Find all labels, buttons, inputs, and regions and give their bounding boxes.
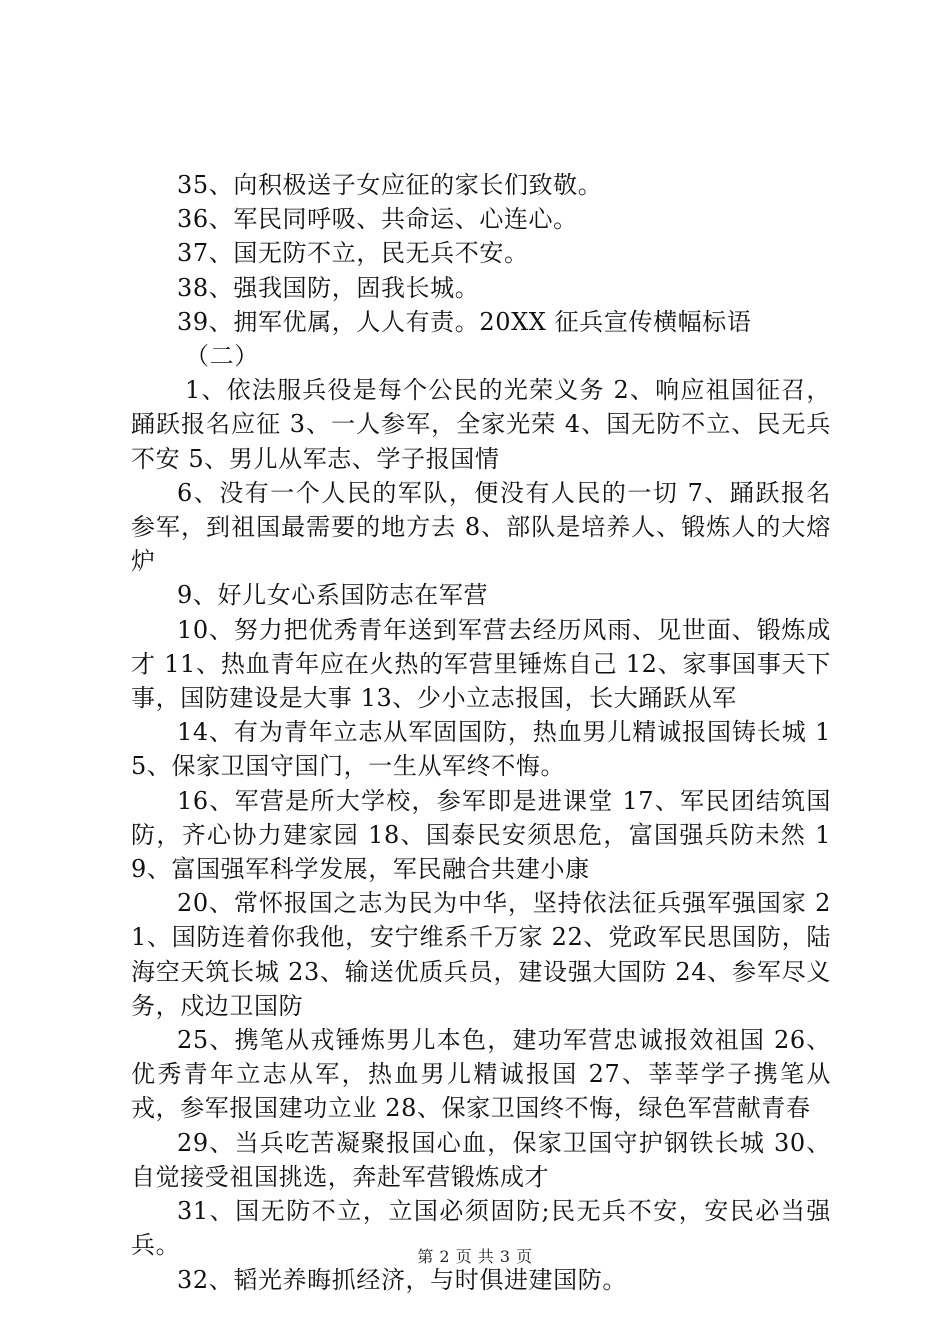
paragraph-9: 9、好儿女心系国防志在军营 <box>177 581 489 610</box>
paragraph-14-15: 14、有为青年立志从军固国防，热血男儿精诚报国铸长城 15、保家卫国守国门，一生从军终不悔。 <box>131 718 831 781</box>
paragraph-16-19: 16、军营是所大学校，参军即是进课堂 17、军民团结筑国防，齐心协力建家园 18、国泰民安须思危，富国强兵防未然 19、富国强军科学发展，军民融合共建小康 <box>131 786 831 884</box>
paragraph-31: 31、国无防不立，立国必须固防;民无兵不安，安民必当强兵。 <box>131 1197 831 1260</box>
paragraph-38: 38、强我国防，固我长城。 <box>177 273 480 302</box>
section-heading-2: （二） <box>185 342 259 371</box>
paragraph-20-24: 20、常怀报国之志为民为中华，坚持依法征兵强军强国家 21、国防连着你我他，安宁维系千万家 22、党政军民思国防，陆海空天筑长城 23、输送优质兵员，建设强大国防 24、参军尽义务，戍边卫国防 <box>131 889 831 1020</box>
paragraph-6-8: 6、没有一个人民的军队，便没有人民的一切 7、踊跃报名参军，到祖国最需要的地方去 8、部队是培养人、锻炼人的大熔炉 <box>131 478 831 576</box>
paragraph-25-28: 25、携笔从戎锤炼男儿本色，建功军营忠诚报效祖国 26、优秀青年立志从军，热血男儿精诚报国 27、莘莘学子携笔从戎，参军报国建功立业 28、保家卫国终不悔，绿色军营献青春 <box>131 1026 831 1123</box>
paragraph-36: 36、军民同呼吸、共命运、心连心。 <box>177 205 578 234</box>
paragraph-1-5: 1、依法服兵役是每个公民的光荣义务 2、响应祖国征召，踊跃报名应征 3、一人参军，全家光荣 4、国无防不立、民无兵不安 5、男儿从军志、学子报国情 <box>131 376 831 473</box>
paragraph-39-with-title: 39、拥军优属，人人有责。20XX 征兵宣传横幅标语 <box>177 307 752 336</box>
page-footer: 第 2 页 共 3 页 <box>417 1247 533 1266</box>
paragraph-32: 32、韬光养晦抓经济，与时俱进建国防。 <box>177 1265 627 1294</box>
document-body <box>131 168 831 1297</box>
paragraph-35: 35、向积极送子女应征的家长们致敬。 <box>177 171 603 199</box>
paragraph-37: 37、国无防不立，民无兵不安。 <box>177 239 529 268</box>
paragraph-29-30: 29、当兵吃苦凝聚报国心血，保家卫国守护钢铁长城 30、自觉接受祖国挑选，奔赴军营锻炼成才 <box>131 1128 831 1191</box>
paragraph-10-13: 10、努力把优秀青年送到军营去经历风雨、见世面、锻炼成才 11、热血青年应在火热的军营里锤炼自己 12、家事国事天下事，国防建设是大事 13、少小立志报国，长大踊跃从军 <box>131 615 831 713</box>
